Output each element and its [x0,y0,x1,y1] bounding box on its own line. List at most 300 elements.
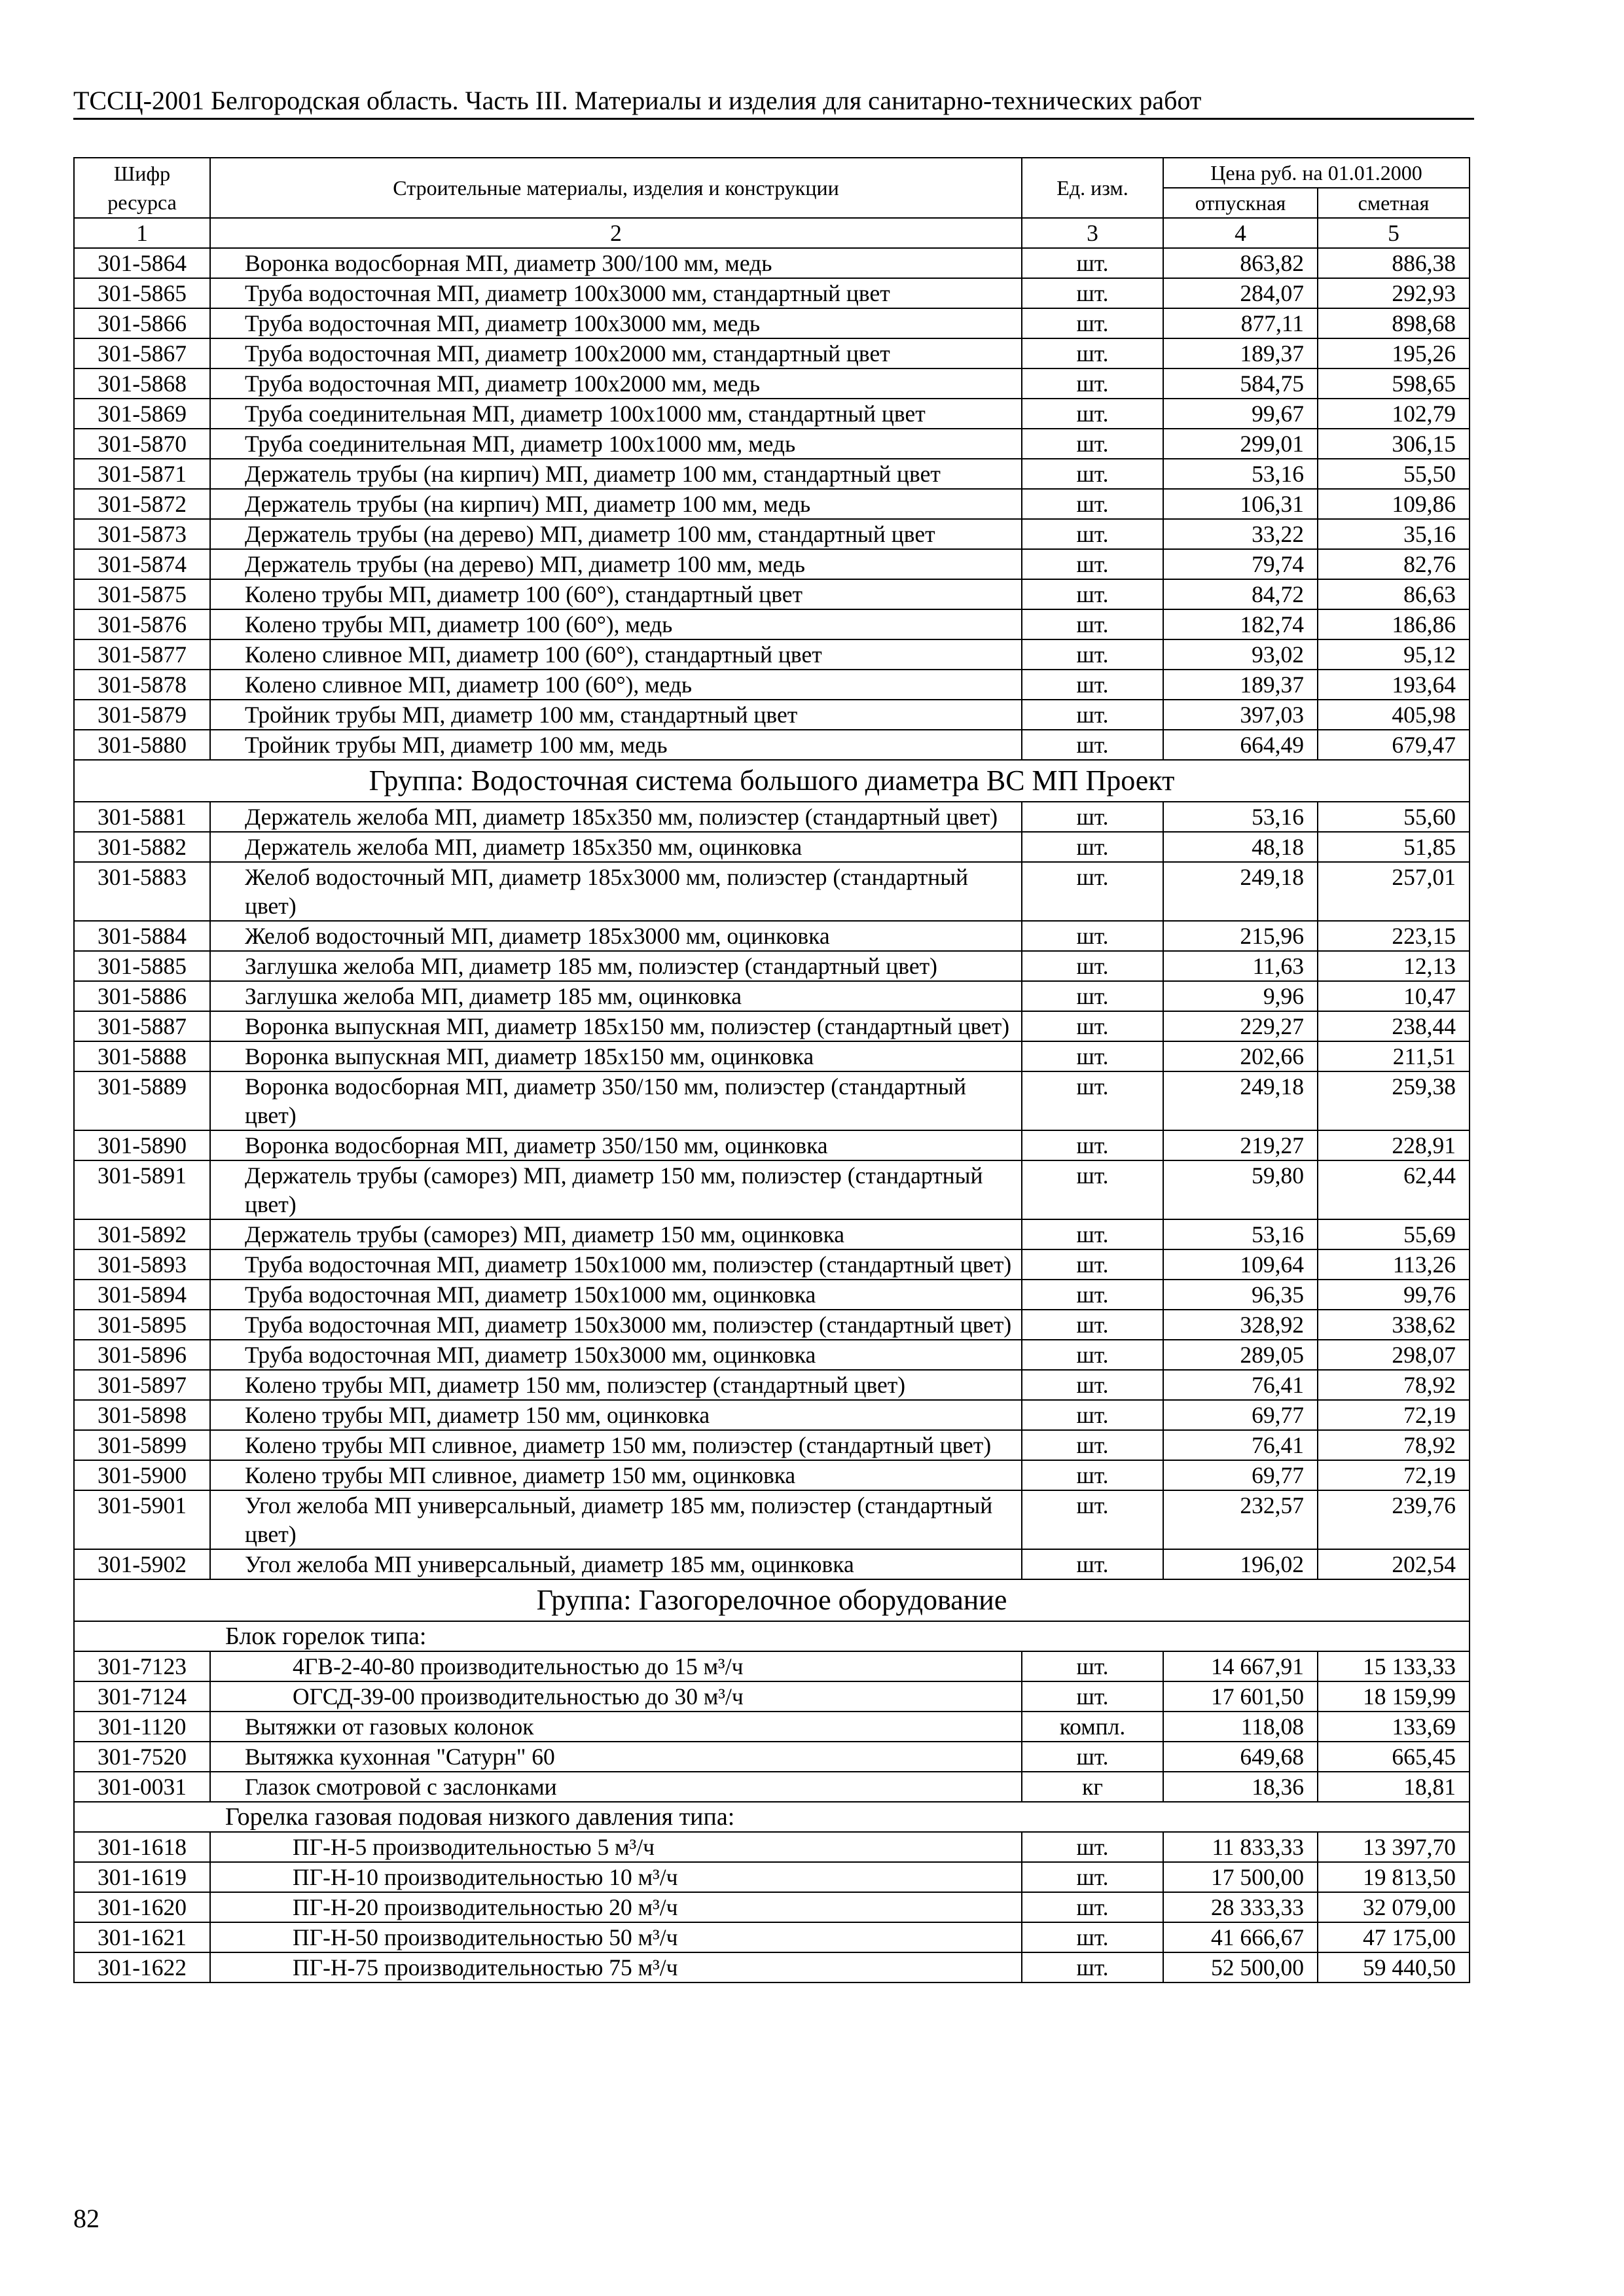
item-name: Держатель желоба МП, диаметр 185х350 мм, оцинковка [210,832,1022,862]
table-row [74,639,1470,670]
item-name: Вытяжка кухонная "Сатурн" 60 [210,1742,1022,1772]
estimate-price: 598,65 [1318,368,1470,399]
estimate-price: 59 440,50 [1318,1952,1470,1982]
resource-code: 301-5864 [74,248,210,278]
estimate-price: 51,85 [1318,832,1470,862]
estimate-price: 95,12 [1318,639,1470,670]
release-price: 249,18 [1163,1071,1318,1130]
table-row [74,489,1470,519]
item-name: Держатель трубы (саморез) МП, диаметр 150 мм, оцинковка [210,1219,1022,1249]
page-number: 82 [73,2204,99,2233]
column-number-row [74,218,1470,248]
resource-code: 301-5897 [74,1370,210,1400]
release-price: 79,74 [1163,549,1318,579]
release-price: 215,96 [1163,921,1318,951]
estimate-price: 195,26 [1318,338,1470,368]
item-unit: шт. [1022,981,1163,1011]
resource-code: 301-5876 [74,609,210,639]
item-name: Глазок смотровой с заслонками [210,1772,1022,1802]
resource-code: 301-5896 [74,1340,210,1370]
item-name: Угол желоба МП универсальный, диаметр 185 мм, оцинковка [210,1549,1022,1579]
release-price: 53,16 [1163,459,1318,489]
table-row [74,1892,1470,1922]
item-unit: шт. [1022,1071,1163,1130]
estimate-price: 35,16 [1318,519,1470,549]
table-row [74,1862,1470,1892]
release-price: 284,07 [1163,278,1318,308]
estimate-price: 55,69 [1318,1219,1470,1249]
item-name: Держатель трубы (на кирпич) МП, диаметр 100 мм, стандартный цвет [210,459,1022,489]
item-unit: шт. [1022,1249,1163,1280]
item-unit: шт. [1022,429,1163,459]
table-row [74,1400,1470,1430]
table-row [74,549,1470,579]
table-row [74,1460,1470,1490]
column-number: 1 [74,218,210,248]
estimate-price: 12,13 [1318,951,1470,981]
resource-code: 301-5901 [74,1490,210,1549]
item-unit: шт. [1022,609,1163,639]
item-unit: шт. [1022,1310,1163,1340]
item-name: ПГ-Н-75 производительностью 75 м³/ч [210,1952,1022,1982]
estimate-price: 665,45 [1318,1742,1470,1772]
item-name: Вытяжки от газовых колонок [210,1712,1022,1742]
table-row [74,802,1470,832]
item-unit: шт. [1022,1952,1163,1982]
release-price: 69,77 [1163,1400,1318,1430]
resource-code: 301-1620 [74,1892,210,1922]
item-unit: шт. [1022,1862,1163,1892]
item-unit: шт. [1022,1130,1163,1160]
estimate-price: 55,60 [1318,802,1470,832]
col-header-unit: Ед. изм. [1022,158,1163,218]
table-row [74,278,1470,308]
resource-code: 301-5898 [74,1400,210,1430]
estimate-price: 405,98 [1318,700,1470,730]
estimate-price: 82,76 [1318,549,1470,579]
release-price: 41 666,67 [1163,1922,1318,1952]
item-unit: шт. [1022,399,1163,429]
item-name: ПГ-Н-50 производительностью 50 м³/ч [210,1922,1022,1952]
table-row [74,1712,1470,1742]
item-name: Труба водосточная МП, диаметр 100х3000 мм, стандартный цвет [210,278,1022,308]
table-row [74,1922,1470,1952]
price-table [73,157,1470,1983]
estimate-price: 133,69 [1318,1712,1470,1742]
item-name: Колено трубы МП сливное, диаметр 150 мм, полиэстер (стандартный цвет) [210,1430,1022,1460]
item-name: Труба соединительная МП, диаметр 100х1000 мм, медь [210,429,1022,459]
item-unit: шт. [1022,278,1163,308]
resource-code: 301-5889 [74,1071,210,1130]
item-unit: шт. [1022,368,1163,399]
item-name: ПГ-Н-5 производительностью 5 м³/ч [210,1832,1022,1862]
item-name: Держатель трубы (саморез) МП, диаметр 150 мм, полиэстер (стандартный цвет) [210,1160,1022,1219]
item-unit: шт. [1022,1160,1163,1219]
resource-code: 301-7124 [74,1681,210,1712]
release-price: 219,27 [1163,1130,1318,1160]
release-price: 84,72 [1163,579,1318,609]
item-unit: шт. [1022,862,1163,921]
item-name: Труба водосточная МП, диаметр 150х3000 мм, оцинковка [210,1340,1022,1370]
release-price: 48,18 [1163,832,1318,862]
release-price: 53,16 [1163,1219,1318,1249]
resource-code: 301-5882 [74,832,210,862]
resource-code: 301-5867 [74,338,210,368]
release-price: 118,08 [1163,1712,1318,1742]
table-row [74,308,1470,338]
resource-code: 301-5869 [74,399,210,429]
subgroup-heading-row [74,1802,1470,1832]
table-row [74,1071,1470,1130]
estimate-price: 257,01 [1318,862,1470,921]
table-row [74,1490,1470,1549]
release-price: 11 833,33 [1163,1832,1318,1862]
resource-code: 301-5877 [74,639,210,670]
col-header-release: отпускная [1163,188,1318,218]
item-unit: шт. [1022,1219,1163,1249]
release-price: 877,11 [1163,308,1318,338]
resource-code: 301-0031 [74,1772,210,1802]
item-unit: шт. [1022,1011,1163,1041]
table-row [74,1549,1470,1579]
estimate-price: 679,47 [1318,730,1470,760]
item-unit: шт. [1022,951,1163,981]
table-row [74,730,1470,760]
item-unit: шт. [1022,579,1163,609]
table-row [74,921,1470,951]
release-price: 196,02 [1163,1549,1318,1579]
table-head [74,158,1470,248]
estimate-price: 55,50 [1318,459,1470,489]
item-name: Труба соединительная МП, диаметр 100х1000 мм, стандартный цвет [210,399,1022,429]
resource-code: 301-5880 [74,730,210,760]
table-row [74,1130,1470,1160]
resource-code: 301-1619 [74,1862,210,1892]
item-name: Труба водосточная МП, диаметр 100х2000 мм, медь [210,368,1022,399]
resource-code: 301-5868 [74,368,210,399]
table-row [74,1772,1470,1802]
estimate-price: 186,86 [1318,609,1470,639]
item-unit: шт. [1022,639,1163,670]
release-price: 202,66 [1163,1041,1318,1071]
table-row [74,700,1470,730]
item-unit: шт. [1022,1651,1163,1681]
item-name: Воронка водосборная МП, диаметр 300/100 мм, медь [210,248,1022,278]
release-price: 52 500,00 [1163,1952,1318,1982]
item-unit: шт. [1022,1280,1163,1310]
estimate-price: 32 079,00 [1318,1892,1470,1922]
release-price: 109,64 [1163,1249,1318,1280]
col-header-price: Цена руб. на 01.01.2000 [1163,158,1470,188]
item-unit: шт. [1022,489,1163,519]
release-price: 33,22 [1163,519,1318,549]
item-name: ПГ-Н-10 производительностью 10 м³/ч [210,1862,1022,1892]
release-price: 189,37 [1163,338,1318,368]
resource-code: 301-5883 [74,862,210,921]
item-unit: шт. [1022,549,1163,579]
item-unit: шт. [1022,338,1163,368]
item-name: Желоб водосточный МП, диаметр 185х3000 мм, полиэстер (стандартный цвет) [210,862,1022,921]
release-price: 93,02 [1163,639,1318,670]
group-heading: Группа: Водосточная система большого диаметра ВС МП Проект [74,760,1470,802]
resource-code: 301-5893 [74,1249,210,1280]
resource-code: 301-5886 [74,981,210,1011]
column-number: 3 [1022,218,1163,248]
item-name: Воронка выпускная МП, диаметр 185х150 мм, полиэстер (стандартный цвет) [210,1011,1022,1041]
table-row [74,368,1470,399]
table-row [74,459,1470,489]
item-unit: шт. [1022,802,1163,832]
table-row [74,670,1470,700]
item-name: Держатель желоба МП, диаметр 185х350 мм, полиэстер (стандартный цвет) [210,802,1022,832]
estimate-price: 238,44 [1318,1011,1470,1041]
table-row [74,951,1470,981]
table-row [74,1430,1470,1460]
group-heading-row [74,1579,1470,1621]
estimate-price: 72,19 [1318,1400,1470,1430]
item-unit: шт. [1022,670,1163,700]
table-row [74,579,1470,609]
item-name: Заглушка желоба МП, диаметр 185 мм, оцинковка [210,981,1022,1011]
table-row [74,1340,1470,1370]
estimate-price: 292,93 [1318,278,1470,308]
resource-code: 301-5873 [74,519,210,549]
item-unit: шт. [1022,1490,1163,1549]
resource-code: 301-5895 [74,1310,210,1340]
release-price: 11,63 [1163,951,1318,981]
item-unit: шт. [1022,1041,1163,1071]
release-price: 9,96 [1163,981,1318,1011]
col-header-code: Шифр ресурса [74,158,210,218]
table-row [74,1952,1470,1982]
column-number: 5 [1318,218,1470,248]
item-name: Труба водосточная МП, диаметр 150х1000 мм, оцинковка [210,1280,1022,1310]
item-name: Держатель трубы (на кирпич) МП, диаметр 100 мм, медь [210,489,1022,519]
estimate-price: 78,92 [1318,1370,1470,1400]
estimate-price: 259,38 [1318,1071,1470,1130]
estimate-price: 18 159,99 [1318,1681,1470,1712]
resource-code: 301-5890 [74,1130,210,1160]
release-price: 14 667,91 [1163,1651,1318,1681]
release-price: 863,82 [1163,248,1318,278]
estimate-price: 298,07 [1318,1340,1470,1370]
resource-code: 301-5874 [74,549,210,579]
item-name: Воронка водосборная МП, диаметр 350/150 мм, полиэстер (стандартный цвет) [210,1071,1022,1130]
header-rule [73,118,1474,120]
estimate-price: 228,91 [1318,1130,1470,1160]
table-row [74,1310,1470,1340]
resource-code: 301-1622 [74,1952,210,1982]
item-unit: шт. [1022,700,1163,730]
table-row [74,1742,1470,1772]
table-row [74,429,1470,459]
item-unit: шт. [1022,1549,1163,1579]
table-row [74,609,1470,639]
resource-code: 301-5884 [74,921,210,951]
column-number: 2 [210,218,1022,248]
table-row [74,1832,1470,1862]
resource-code: 301-5866 [74,308,210,338]
release-price: 28 333,33 [1163,1892,1318,1922]
table-row [74,1249,1470,1280]
resource-code: 301-5899 [74,1430,210,1460]
item-unit: шт. [1022,832,1163,862]
release-price: 328,92 [1163,1310,1318,1340]
item-name: Воронка выпускная МП, диаметр 185х150 мм, оцинковка [210,1041,1022,1071]
item-name: Держатель трубы (на дерево) МП, диаметр 100 мм, стандартный цвет [210,519,1022,549]
item-unit: шт. [1022,519,1163,549]
resource-code: 301-5870 [74,429,210,459]
item-name: Держатель трубы (на дерево) МП, диаметр 100 мм, медь [210,549,1022,579]
release-price: 96,35 [1163,1280,1318,1310]
estimate-price: 10,47 [1318,981,1470,1011]
release-price: 229,27 [1163,1011,1318,1041]
estimate-price: 202,54 [1318,1549,1470,1579]
item-unit: кг [1022,1772,1163,1802]
item-name: Труба водосточная МП, диаметр 150х3000 мм, полиэстер (стандартный цвет) [210,1310,1022,1340]
item-unit: шт. [1022,1430,1163,1460]
table-row [74,981,1470,1011]
subgroup-heading: Блок горелок типа: [74,1621,1470,1651]
estimate-price: 223,15 [1318,921,1470,951]
item-unit: шт. [1022,1400,1163,1430]
resource-code: 301-5878 [74,670,210,700]
estimate-price: 109,86 [1318,489,1470,519]
group-heading-row [74,760,1470,802]
resource-code: 301-5892 [74,1219,210,1249]
release-price: 69,77 [1163,1460,1318,1490]
resource-code: 301-5865 [74,278,210,308]
resource-code: 301-5891 [74,1160,210,1219]
release-price: 182,74 [1163,609,1318,639]
subgroup-heading: Горелка газовая подовая низкого давления типа: [74,1802,1470,1832]
item-name: Труба водосточная МП, диаметр 100х2000 мм, стандартный цвет [210,338,1022,368]
resource-code: 301-5875 [74,579,210,609]
table-row [74,399,1470,429]
estimate-price: 102,79 [1318,399,1470,429]
item-name: 4ГВ-2-40-80 производительностью до 15 м³/ч [210,1651,1022,1681]
estimate-price: 338,62 [1318,1310,1470,1340]
item-name: Труба водосточная МП, диаметр 100х3000 мм, медь [210,308,1022,338]
release-price: 397,03 [1163,700,1318,730]
release-price: 76,41 [1163,1370,1318,1400]
item-name: Колено трубы МП, диаметр 150 мм, полиэстер (стандартный цвет) [210,1370,1022,1400]
resource-code: 301-5887 [74,1011,210,1041]
column-number: 4 [1163,218,1318,248]
estimate-price: 886,38 [1318,248,1470,278]
resource-code: 301-7520 [74,1742,210,1772]
resource-code: 301-5871 [74,459,210,489]
table-row [74,1681,1470,1712]
item-name: Тройник трубы МП, диаметр 100 мм, медь [210,730,1022,760]
release-price: 189,37 [1163,670,1318,700]
table-row [74,832,1470,862]
table-row [74,1011,1470,1041]
resource-code: 301-1120 [74,1712,210,1742]
group-heading: Группа: Газогорелочное оборудование [74,1579,1470,1621]
release-price: 17 601,50 [1163,1681,1318,1712]
subgroup-heading-row [74,1621,1470,1651]
item-unit: шт. [1022,1370,1163,1400]
release-price: 584,75 [1163,368,1318,399]
release-price: 249,18 [1163,862,1318,921]
item-unit: шт. [1022,1832,1163,1862]
release-price: 649,68 [1163,1742,1318,1772]
table-row [74,519,1470,549]
estimate-price: 306,15 [1318,429,1470,459]
estimate-price: 86,63 [1318,579,1470,609]
table-row [74,862,1470,921]
resource-code: 301-5894 [74,1280,210,1310]
resource-code: 301-1621 [74,1922,210,1952]
item-name: Колено сливное МП, диаметр 100 (60°), стандартный цвет [210,639,1022,670]
estimate-price: 99,76 [1318,1280,1470,1310]
estimate-price: 18,81 [1318,1772,1470,1802]
resource-code: 301-7123 [74,1651,210,1681]
resource-code: 301-5900 [74,1460,210,1490]
release-price: 299,01 [1163,429,1318,459]
estimate-price: 72,19 [1318,1460,1470,1490]
item-unit: шт. [1022,1742,1163,1772]
col-header-estimate: сметная [1318,188,1470,218]
resource-code: 301-1618 [74,1832,210,1862]
item-name: Колено трубы МП сливное, диаметр 150 мм, оцинковка [210,1460,1022,1490]
resource-code: 301-5872 [74,489,210,519]
release-price: 664,49 [1163,730,1318,760]
item-name: Колено сливное МП, диаметр 100 (60°), медь [210,670,1022,700]
item-unit: шт. [1022,1681,1163,1712]
release-price: 232,57 [1163,1490,1318,1549]
item-name: ОГСД-39-00 производительностью до 30 м³/ч [210,1681,1022,1712]
table-row [74,1041,1470,1071]
resource-code: 301-5885 [74,951,210,981]
release-price: 99,67 [1163,399,1318,429]
resource-code: 301-5888 [74,1041,210,1071]
estimate-price: 15 133,33 [1318,1651,1470,1681]
item-name: Труба водосточная МП, диаметр 150х1000 мм, полиэстер (стандартный цвет) [210,1249,1022,1280]
table-row [74,1370,1470,1400]
estimate-price: 211,51 [1318,1041,1470,1071]
release-price: 76,41 [1163,1430,1318,1460]
release-price: 53,16 [1163,802,1318,832]
release-price: 289,05 [1163,1340,1318,1370]
item-unit: шт. [1022,248,1163,278]
item-name: Тройник трубы МП, диаметр 100 мм, стандартный цвет [210,700,1022,730]
table-row [74,338,1470,368]
table-row [74,1160,1470,1219]
item-unit: шт. [1022,1460,1163,1490]
release-price: 17 500,00 [1163,1862,1318,1892]
estimate-price: 113,26 [1318,1249,1470,1280]
estimate-price: 13 397,70 [1318,1832,1470,1862]
item-name: Желоб водосточный МП, диаметр 185х3000 мм, оцинковка [210,921,1022,951]
item-name: Воронка водосборная МП, диаметр 350/150 мм, оцинковка [210,1130,1022,1160]
release-price: 59,80 [1163,1160,1318,1219]
table-row [74,1651,1470,1681]
table-row [74,248,1470,278]
item-unit: шт. [1022,1922,1163,1952]
document-header: ТССЦ-2001 Белгородская область. Часть III. Материалы и изделия для санитарно-технических работ [73,86,1202,115]
table-body [74,248,1470,1982]
estimate-price: 19 813,50 [1318,1862,1470,1892]
item-name: ПГ-Н-20 производительностью 20 м³/ч [210,1892,1022,1922]
item-unit: шт. [1022,1340,1163,1370]
estimate-price: 62,44 [1318,1160,1470,1219]
estimate-price: 47 175,00 [1318,1922,1470,1952]
item-unit: шт. [1022,459,1163,489]
item-unit: шт. [1022,921,1163,951]
resource-code: 301-5902 [74,1549,210,1579]
